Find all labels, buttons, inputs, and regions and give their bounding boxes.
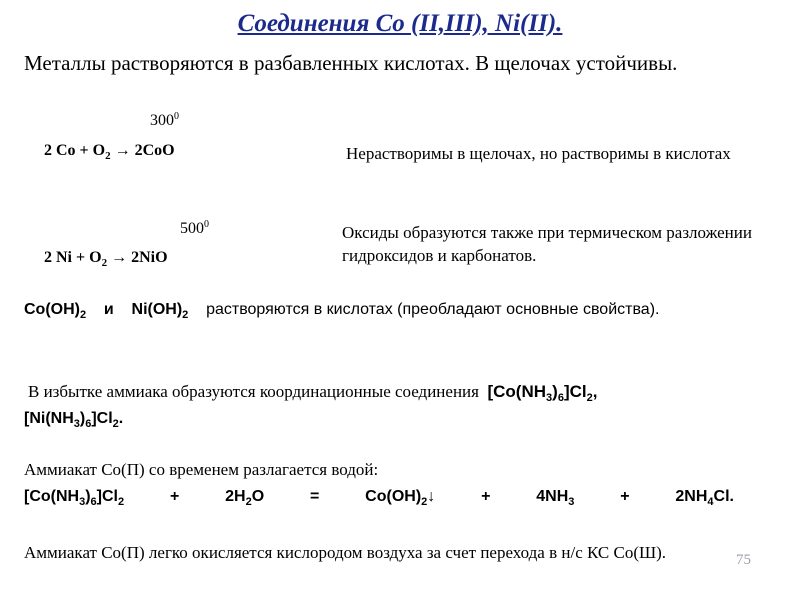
reaction1-o2-sub: 2: [105, 150, 111, 162]
eq-t4-sub: 3: [568, 496, 575, 508]
eq-plus-2: +: [481, 488, 491, 505]
ammoniate-decomposition-text: Аммиакат Co(П) со временем разлагается водой:: [24, 460, 379, 479]
eq-t3-arrow: ↓: [427, 488, 436, 505]
complex-ni-part1: [Ni(NH: [24, 410, 74, 427]
reaction1-temperature: [150, 112, 179, 130]
complex-co-part3: ]Cl: [563, 382, 587, 401]
complex-co-sub3: 2: [586, 392, 593, 404]
eq-t1-sub1: 3: [79, 496, 86, 508]
complex-ni-part3: ]Cl: [91, 410, 113, 427]
hydroxide-ni-main: Ni(OH): [131, 301, 183, 318]
complex-ni-sub3: 2: [112, 418, 119, 430]
eq-plus-3: +: [620, 488, 630, 505]
complex-ni-sub1: 3: [73, 418, 80, 430]
reaction2-note: Оксиды образуются также при термическом разложении гидроксидов и карбонатов.: [342, 223, 752, 265]
ammonia-paragraph: [24, 380, 776, 404]
eq-t5-part2: Cl.: [713, 488, 734, 505]
complex-co-formula: [487, 382, 598, 404]
eq-term-complex: [24, 488, 124, 506]
eq-t5-sub: 4: [707, 496, 714, 508]
eq-t2-sub: 2: [245, 496, 252, 508]
hydroxides-paragraph: [24, 298, 776, 322]
eq-t1-sub2: 6: [90, 496, 97, 508]
reaction2-degree: 0: [204, 219, 209, 230]
complex-ni-formula: [24, 410, 123, 428]
complex-co-sub2: 6: [557, 392, 564, 404]
intro-text: Металлы растворяются в разбавленных кислотах. В щелочах устойчивы.: [24, 51, 678, 75]
reaction2-temperature: [180, 220, 209, 238]
reaction1-reactants: 2 Co + O: [44, 142, 106, 159]
eq-term-water: [225, 488, 264, 506]
hydroxide-ni-formula: [131, 301, 189, 321]
reaction1-equation: [44, 142, 175, 160]
ammoniate-oxidation-text: Аммиакат Co(П) легко окисляется кислородом воздуха за счет перехода в н/с КС Co(Ш).: [24, 543, 667, 562]
complex-comma: ,: [592, 382, 598, 401]
hydroxide-co-main: Co(OH): [24, 301, 80, 318]
eq-t5-part1: 2NH: [675, 488, 708, 505]
ammonia-text: В избытке аммиака образуются координационные соединения: [28, 382, 479, 401]
eq-term-hydroxide: [365, 488, 435, 506]
eq-plus-1: +: [169, 488, 180, 505]
hydroxide-co-sub: 2: [79, 309, 87, 321]
reaction1-temp-value: 300: [150, 112, 174, 129]
eq-t1-part1: [Co(NH: [24, 488, 80, 505]
eq-t2-part1: 2H: [225, 488, 246, 505]
eq-equals: =: [309, 488, 320, 505]
hydroxide-co-formula: [24, 301, 87, 321]
eq-t3-sub: 2: [421, 496, 428, 508]
eq-t3-part1: Co(OH): [365, 488, 422, 505]
eq-term-ammonia: [536, 488, 574, 506]
reaction2-equation: [44, 249, 168, 267]
hydroxides-text: растворяются в кислотах (преобладают основные свойства).: [206, 301, 660, 318]
complex-ni-sub2: 6: [85, 418, 92, 430]
eq-t2-part2: O: [251, 488, 265, 505]
hydroxide-ni-sub: 2: [182, 309, 189, 321]
complex-co-part1: [Co(NH: [487, 382, 547, 401]
eq-term-ammonium-chloride: [675, 488, 734, 506]
complex-co-sub1: 3: [546, 392, 553, 404]
reaction2-temp-value: 500: [180, 220, 204, 237]
reaction2-product: → 2NiO: [107, 249, 168, 266]
complex-ni-part2: ): [79, 410, 86, 427]
eq-t1-part2: ): [85, 488, 91, 505]
reaction1-note: Нерастворимы в щелочах, но растворимы в кислотах: [346, 144, 731, 163]
eq-t1-part3: ]Cl: [96, 488, 118, 505]
eq-t1-sub3: 2: [118, 496, 125, 508]
reaction1-product: → 2CoO: [110, 142, 175, 159]
reaction1-degree: 0: [174, 111, 179, 122]
complex-co-part2: ): [552, 382, 558, 401]
hydroxide-conj: и: [103, 301, 114, 318]
page-number: 75: [736, 552, 751, 568]
reaction2-o2-sub: 2: [101, 257, 108, 269]
complex-dot: .: [118, 410, 124, 427]
slide-title: Соединения Co (II,III), Ni(II).: [237, 10, 563, 37]
decomposition-equation: [24, 488, 776, 506]
reaction2-reactants: 2 Ni + O: [44, 249, 102, 266]
eq-t4-part1: 4NH: [536, 488, 569, 505]
